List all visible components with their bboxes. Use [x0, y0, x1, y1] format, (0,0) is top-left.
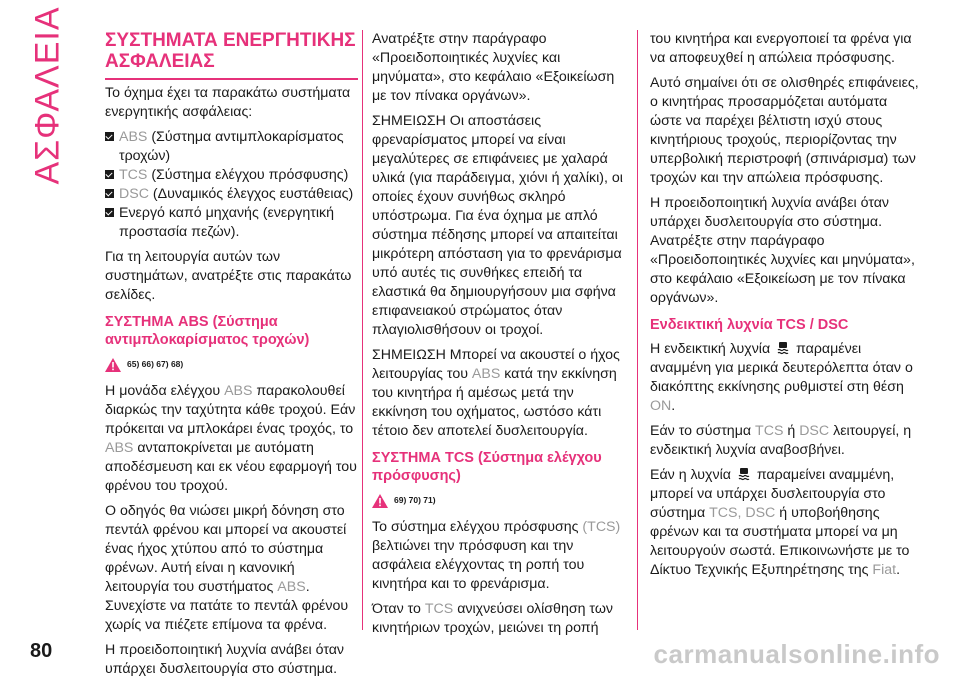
abbr: DSC [119, 186, 149, 202]
warning-triangle-icon [372, 494, 388, 508]
checkbox-icon [105, 208, 114, 217]
warning-triangle-icon [105, 358, 121, 372]
column-1 [105, 30, 358, 685]
paragraph: Η προειδοποιητική λυχνία ανάβει όταν υπάρχει δυσλειτουργία στο σύστημα. Ανατρέξτε στην παράγραφο «Προειδοποιητικές λυχνίες και μηνύματα», στο κεφάλαιο «Εξοικείωση με τον πίνακα οργάνων». [650, 195, 915, 306]
tcs-dsc-lamp-icon [776, 341, 790, 355]
list-item [105, 204, 358, 242]
list-text: Ενεργό καπό μηχανής (ενεργητική προστασία πεζών). [119, 205, 334, 240]
paragraph: Αυτό σημαίνει ότι σε ολισθηρές επιφάνειες, ο κινητήρας προσαρμόζεται αυτόματα ώστε να παρέχει βέλτιστη ισχύ στους κινητήριους τροχούς, περιορίζοντας την υπερβολική περιστροφή (σπινάρισμα) των τροχών και την απώλεια πρόσφυσης. [650, 75, 919, 186]
paragraph: Όταν το TCS ανιχνεύσει ολίσθηση των κινητήριων τροχών, μειώνει τη ροπή [372, 601, 614, 636]
list-item [105, 166, 358, 185]
paragraph: Η προειδοποιητική λυχνία ανάβει όταν υπάρχει δυσλειτουργία στο σύστημα. [105, 642, 345, 677]
paragraph: Εάν το σύστημα TCS ή DSC λειτουργεί, η ενδεικτική λυχνία αναβοσβήνει. [650, 423, 912, 458]
paragraph: Το σύστημα ελέγχου πρόσφυσης (TCS) βελτιώνει την πρόσφυση και την ασφάλεια ελέγχοντας τη ροπή του κινητήρα και το φρενάρισμα. [372, 519, 621, 592]
tcs-dsc-lamp-icon [737, 467, 751, 481]
checkbox-icon [105, 132, 114, 141]
warning-refs: 65) 66) 67) 68) [127, 359, 184, 369]
abbr: ABS [119, 129, 148, 145]
list-text: (Σύστημα ελέγχου πρόσφυσης) [147, 167, 349, 183]
column-2 [372, 30, 630, 644]
list-item [105, 185, 358, 204]
warning-reference [372, 491, 630, 510]
section-heading-tcs: ΣΥΣΤΗΜΑ TCS (Σύστημα ελέγχου πρόσφυσης) [372, 450, 602, 484]
intro-paragraph: Το όχημα έχει τα παρακάτω συστήματα ενεργητικής ασφάλειας: [105, 85, 351, 120]
function-paragraph: Για τη λειτουργία αυτών των συστημάτων, ανατρέξτε στις παρακάτω σελίδες. [105, 249, 352, 303]
column-divider [362, 30, 363, 630]
watermark: carmanualsonline.info [653, 639, 940, 669]
note-paragraph: ΣΗΜΕΙΩΣΗ Μπορεί να ακουστεί ο ήχος λειτουργίας του ABS κατά την εκκίνηση του κινητήρα ή αμέσως μετά την εκκίνηση του οχήματος, ωστόσο κάτι τέτοιο δεν αποτελεί δυσλειτουργία. [372, 347, 620, 439]
checkbox-icon [105, 189, 114, 198]
warning-reference [105, 355, 358, 374]
page-title: ΣΥΣΤΗΜΑΤΑ ΕΝΕΡΓΗΤΙΚΗΣ ΑΣΦΑΛΕΙΑΣ [105, 30, 358, 80]
column-3 [650, 30, 920, 586]
section-side-tab [18, 5, 78, 185]
note-paragraph: ΣΗΜΕΙΩΣΗ Οι αποστάσεις φρεναρίσματος μπορεί να είναι μεγαλύτερες σε επιφάνειες με χαλαρά υλικά (για παράδειγμα, χιόνι ή χαλίκι), οι οποίες έχουν συνήθως σκληρό υπόστρωμα. Για ένα όχημα με απλό σύστημα πέδησης μπορεί να απαιτείται μικρότερη απόσταση για το φρενάρισμα υπό αυτές τις συνθήκες επειδή τα ελαστικά θα δημιουργήσουν μια σφήνα επιφανειακού στρώματος όταν πλαγιολισθήσουν οι τροχοί. [372, 113, 623, 338]
list-text: (Δυναμικός έλεγχος ευστάθειας) [148, 186, 354, 202]
paragraph: του κινητήρα και ενεργοποιεί τα φρένα για να αποφευχθεί η απώλεια πρόσφυσης. [650, 31, 912, 66]
page-number: 80 [30, 640, 53, 662]
section-heading-abs: ΣΥΣΤΗΜΑ ABS (Σύστημα αντιμπλοκαρίσματος τροχών) [105, 314, 310, 348]
section-side-tab-label: ΑΣΦΑΛΕΙΑ [28, 5, 67, 185]
list-text: (Σύστημα αντιμπλοκαρίσματος τροχών) [119, 129, 344, 164]
checkbox-icon [105, 170, 114, 179]
section-heading-lamp: Ενδεικτική λυχνία TCS / DSC [650, 317, 849, 333]
paragraph: Εάν η λυχνία παραμείνει αναμμένη, μπορεί να υπάρχει δυσλειτουργία στο σύστημα TCS, DSC ή υποβοήθησης φρένων και τα συστήματα μπορεί να μη λειτουργούν σωστά. Επικοινωνήστε με το Δίκτυο Τεχνικής Εξυπηρέτησης της Fiat. [650, 467, 910, 578]
paragraph: Ανατρέξτε στην παράγραφο «Προειδοποιητικές λυχνίες και μηνύματα», στο κεφάλαιο «Εξοικείωση με τον πίνακα οργάνων». [372, 31, 615, 104]
paragraph: Η ενδεικτική λυχνία παραμένει αναμμένη για μερικά δευτερόλεπτα όταν ο διακόπτης εκκίνησης ρυθμιστεί στη θέση ON. [650, 341, 913, 414]
systems-list [105, 128, 358, 242]
warning-refs: 69) 70) 71) [394, 495, 436, 505]
column-divider [637, 30, 638, 630]
paragraph: Η μονάδα ελέγχου ABS παρακολουθεί διαρκώς την ταχύτητα κάθε τροχού. Εάν πρόκειται να μπλοκάρει ένας τροχός, το ABS ανταποκρίνεται με αυτόματη αποδέσμευση και εκ νέου εφαρμογή του φρένου του τροχού. [105, 383, 357, 494]
paragraph: Ο οδηγός θα νιώσει μικρή δόνηση στο πεντάλ φρένου και μπορεί να ακουστεί ένας ήχος χτύπου από το σύστημα φρένων. Αυτή είναι η κανονική λειτουργία του συστήματος ABS. Συνεχίστε να πατάτε το πεντάλ φρένου χωρίς να πιέζετε επίμονα τα φρένα. [105, 503, 349, 633]
abbr: TCS [119, 167, 148, 183]
list-item [105, 128, 358, 166]
